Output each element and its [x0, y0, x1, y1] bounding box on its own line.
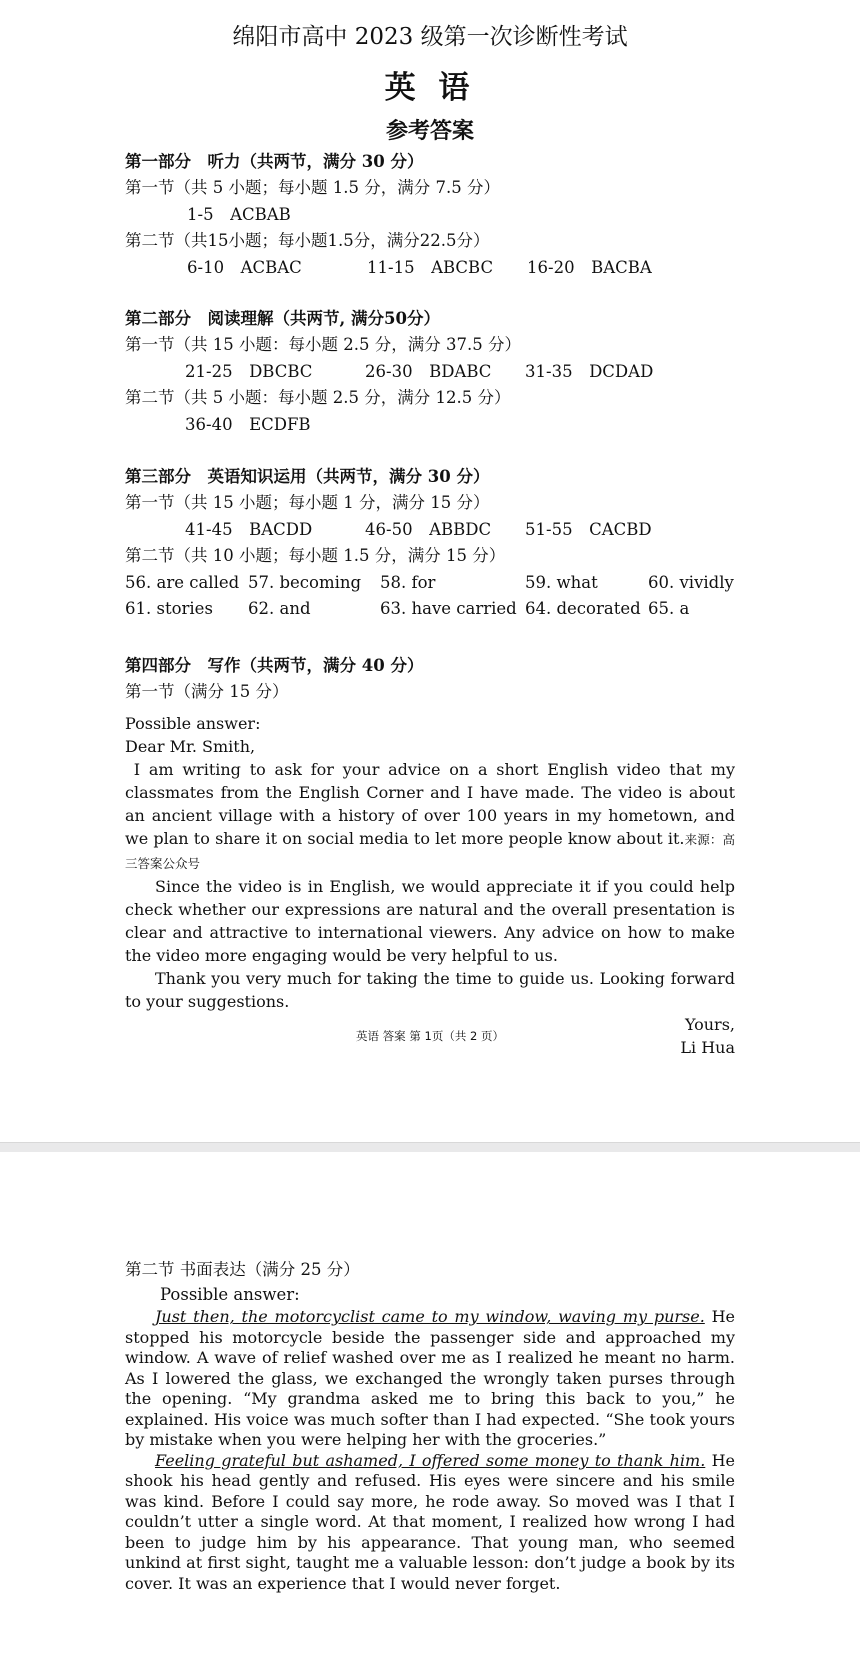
answer-row: [125, 202, 735, 228]
paragraph-text: He shook his head gently and refused. His eyes were sincere and his smile was kind. Before I could say more, he rode away. So moved was I that I couldn’t utter a single word. At that moment, I realized how wrong I had been to judge him by his appearance. That young man, who seemed unkind at first sight, taught me a valuable lesson: don’t judge a book by its cover. It was an experience that I would never forget.: [125, 1450, 735, 1593]
answer-group: 6-10 ACBAC: [187, 257, 302, 277]
part4-section: [125, 653, 741, 1059]
page-2: [0, 1152, 860, 1667]
answer-group: 41-45 BACDD: [185, 519, 313, 539]
part4-s2-heading: 第二节 书面表达（满分 25 分）: [125, 1260, 360, 1279]
fill-in-answer: 64. decorated: [525, 598, 641, 618]
fill-in-answer: 58. for: [380, 572, 436, 592]
answer-group: 21-25 DBCBC: [185, 361, 313, 381]
letter: [125, 712, 741, 1013]
answer-row: [125, 412, 735, 438]
subject-title: 英 语: [384, 70, 476, 106]
letter-paragraph: Thank you very much for taking the time to guide us. Looking forward to your suggestions.: [125, 968, 735, 1011]
answer-group: 26-30 BDABC: [365, 361, 492, 381]
fill-in-answer: 56. are called: [125, 572, 240, 592]
part3-heading: 第三部分 英语知识运用（共两节，满分 30 分）: [125, 467, 490, 486]
possible-answer-label: Possible answer:: [125, 713, 261, 733]
letter-paragraph: [125, 758, 741, 875]
continuation-writing: [125, 1307, 735, 1594]
fill-in-answer: 61. stories: [125, 598, 213, 618]
letter-paragraph: Since the video is in English, we would appreciate it if you could help check whether our expressions are natural and the overall presentation is clear and attractive to international viewers. Any advice on how to make the video more engaging would be very helpful to us.: [125, 876, 735, 965]
part1-s2-heading: 第二节（共15小题；每小题1.5分，满分22.5分）: [125, 231, 490, 251]
part3-section: [125, 464, 735, 622]
answer-row: [125, 255, 735, 281]
answer-group: 31-35 DCDAD: [525, 361, 654, 381]
fill-in-answer: 57. becoming: [248, 572, 362, 592]
fill-in-answer: 62. and: [248, 598, 311, 618]
fill-in-row: [125, 596, 735, 622]
fill-in-answer: 60. vividly: [648, 572, 734, 592]
part2-s1-heading: 第一节（共 15 小题：每小题 2.5 分，满分 37.5 分）: [125, 335, 521, 355]
answer-group: 51-55 CACBD: [525, 519, 652, 539]
page-footer: 英语 答案 第 1页（共 2 页）: [356, 1029, 504, 1043]
letter-salutation: Dear Mr. Smith,: [125, 736, 256, 756]
part1-heading: 第一部分 听力（共两节，满分 30 分）: [125, 152, 424, 171]
paragraph-lead-sentence: Feeling grateful but ashamed, I offered some money to thank him.: [155, 1450, 706, 1470]
fill-in-answer: 59. what: [525, 572, 598, 592]
part2-heading: 第二部分 阅读理解（共两节, 满分50分）: [125, 309, 440, 328]
answer-row: [125, 517, 735, 543]
letter-paragraph-text: I am writing to ask for your advice on a short English video that my classmates from the English Corner and I have made. The video is about an ancient village with a history of over 100 years in my hometown, and we plan to share it on social media to let more people know about it.: [125, 759, 741, 848]
possible-answer-label: Possible answer:: [160, 1285, 300, 1305]
writing-section-2: [125, 1257, 735, 1594]
part4-heading: 第四部分 写作（共两节，满分 40 分）: [125, 656, 424, 675]
source-note: 来源：高三答案公众号: [125, 831, 735, 871]
paragraph-text: He stopped his motorcycle beside the passenger side and approached my window. A wave of relief washed over me as I realized he meant no harm. As I lowered the glass, we exchanged the wrongly taken purses through the opening. “My grandma asked me to bring this back to you,” he explained. His voice was much softer than I had expected. “She took yours by mistake when you were helping her with the groceries.”: [125, 1307, 736, 1450]
answer-group: 16-20 BACBA: [527, 257, 652, 277]
answer-row: [125, 359, 735, 385]
answer-key-title: 参考答案: [385, 118, 474, 144]
part4-s1-heading: 第一节（满分 15 分）: [125, 682, 289, 702]
story-paragraph: [125, 1307, 735, 1451]
part1-s1-heading: 第一节（共 5 小题；每小题 1.5 分，满分 7.5 分）: [125, 178, 500, 198]
story-paragraph: [125, 1451, 735, 1595]
paragraph-lead-sentence: Just then, the motorcyclist came to my window, waving my purse.: [155, 1307, 705, 1327]
answer-group: 11-15 ABCBC: [367, 257, 494, 277]
letter-signature: Li Hua: [680, 1037, 735, 1057]
exam-title: 绵阳市高中 2023 级第一次诊断性考试: [232, 24, 628, 50]
answer-group: 36-40 ECDFB: [185, 414, 311, 434]
part3-s2-heading: 第二节（共 10 小题；每小题 1.5 分，满分 15 分）: [125, 546, 506, 566]
part2-s2-heading: 第二节（共 5 小题：每小题 2.5 分，满分 12.5 分）: [125, 388, 511, 408]
answer-group: 1-5 ACBAB: [187, 204, 291, 224]
part1-section: [125, 149, 735, 281]
part3-s1-heading: 第一节（共 15 小题；每小题 1 分，满分 15 分）: [125, 493, 490, 513]
answer-group: 46-50 ABBDC: [365, 519, 492, 539]
part2-section: [125, 306, 735, 438]
letter-closing: Yours,: [684, 1014, 735, 1034]
fill-in-answer: 63. have carried: [380, 598, 517, 618]
fill-in-answer: 65. a: [648, 598, 690, 618]
fill-in-row: [125, 570, 735, 596]
